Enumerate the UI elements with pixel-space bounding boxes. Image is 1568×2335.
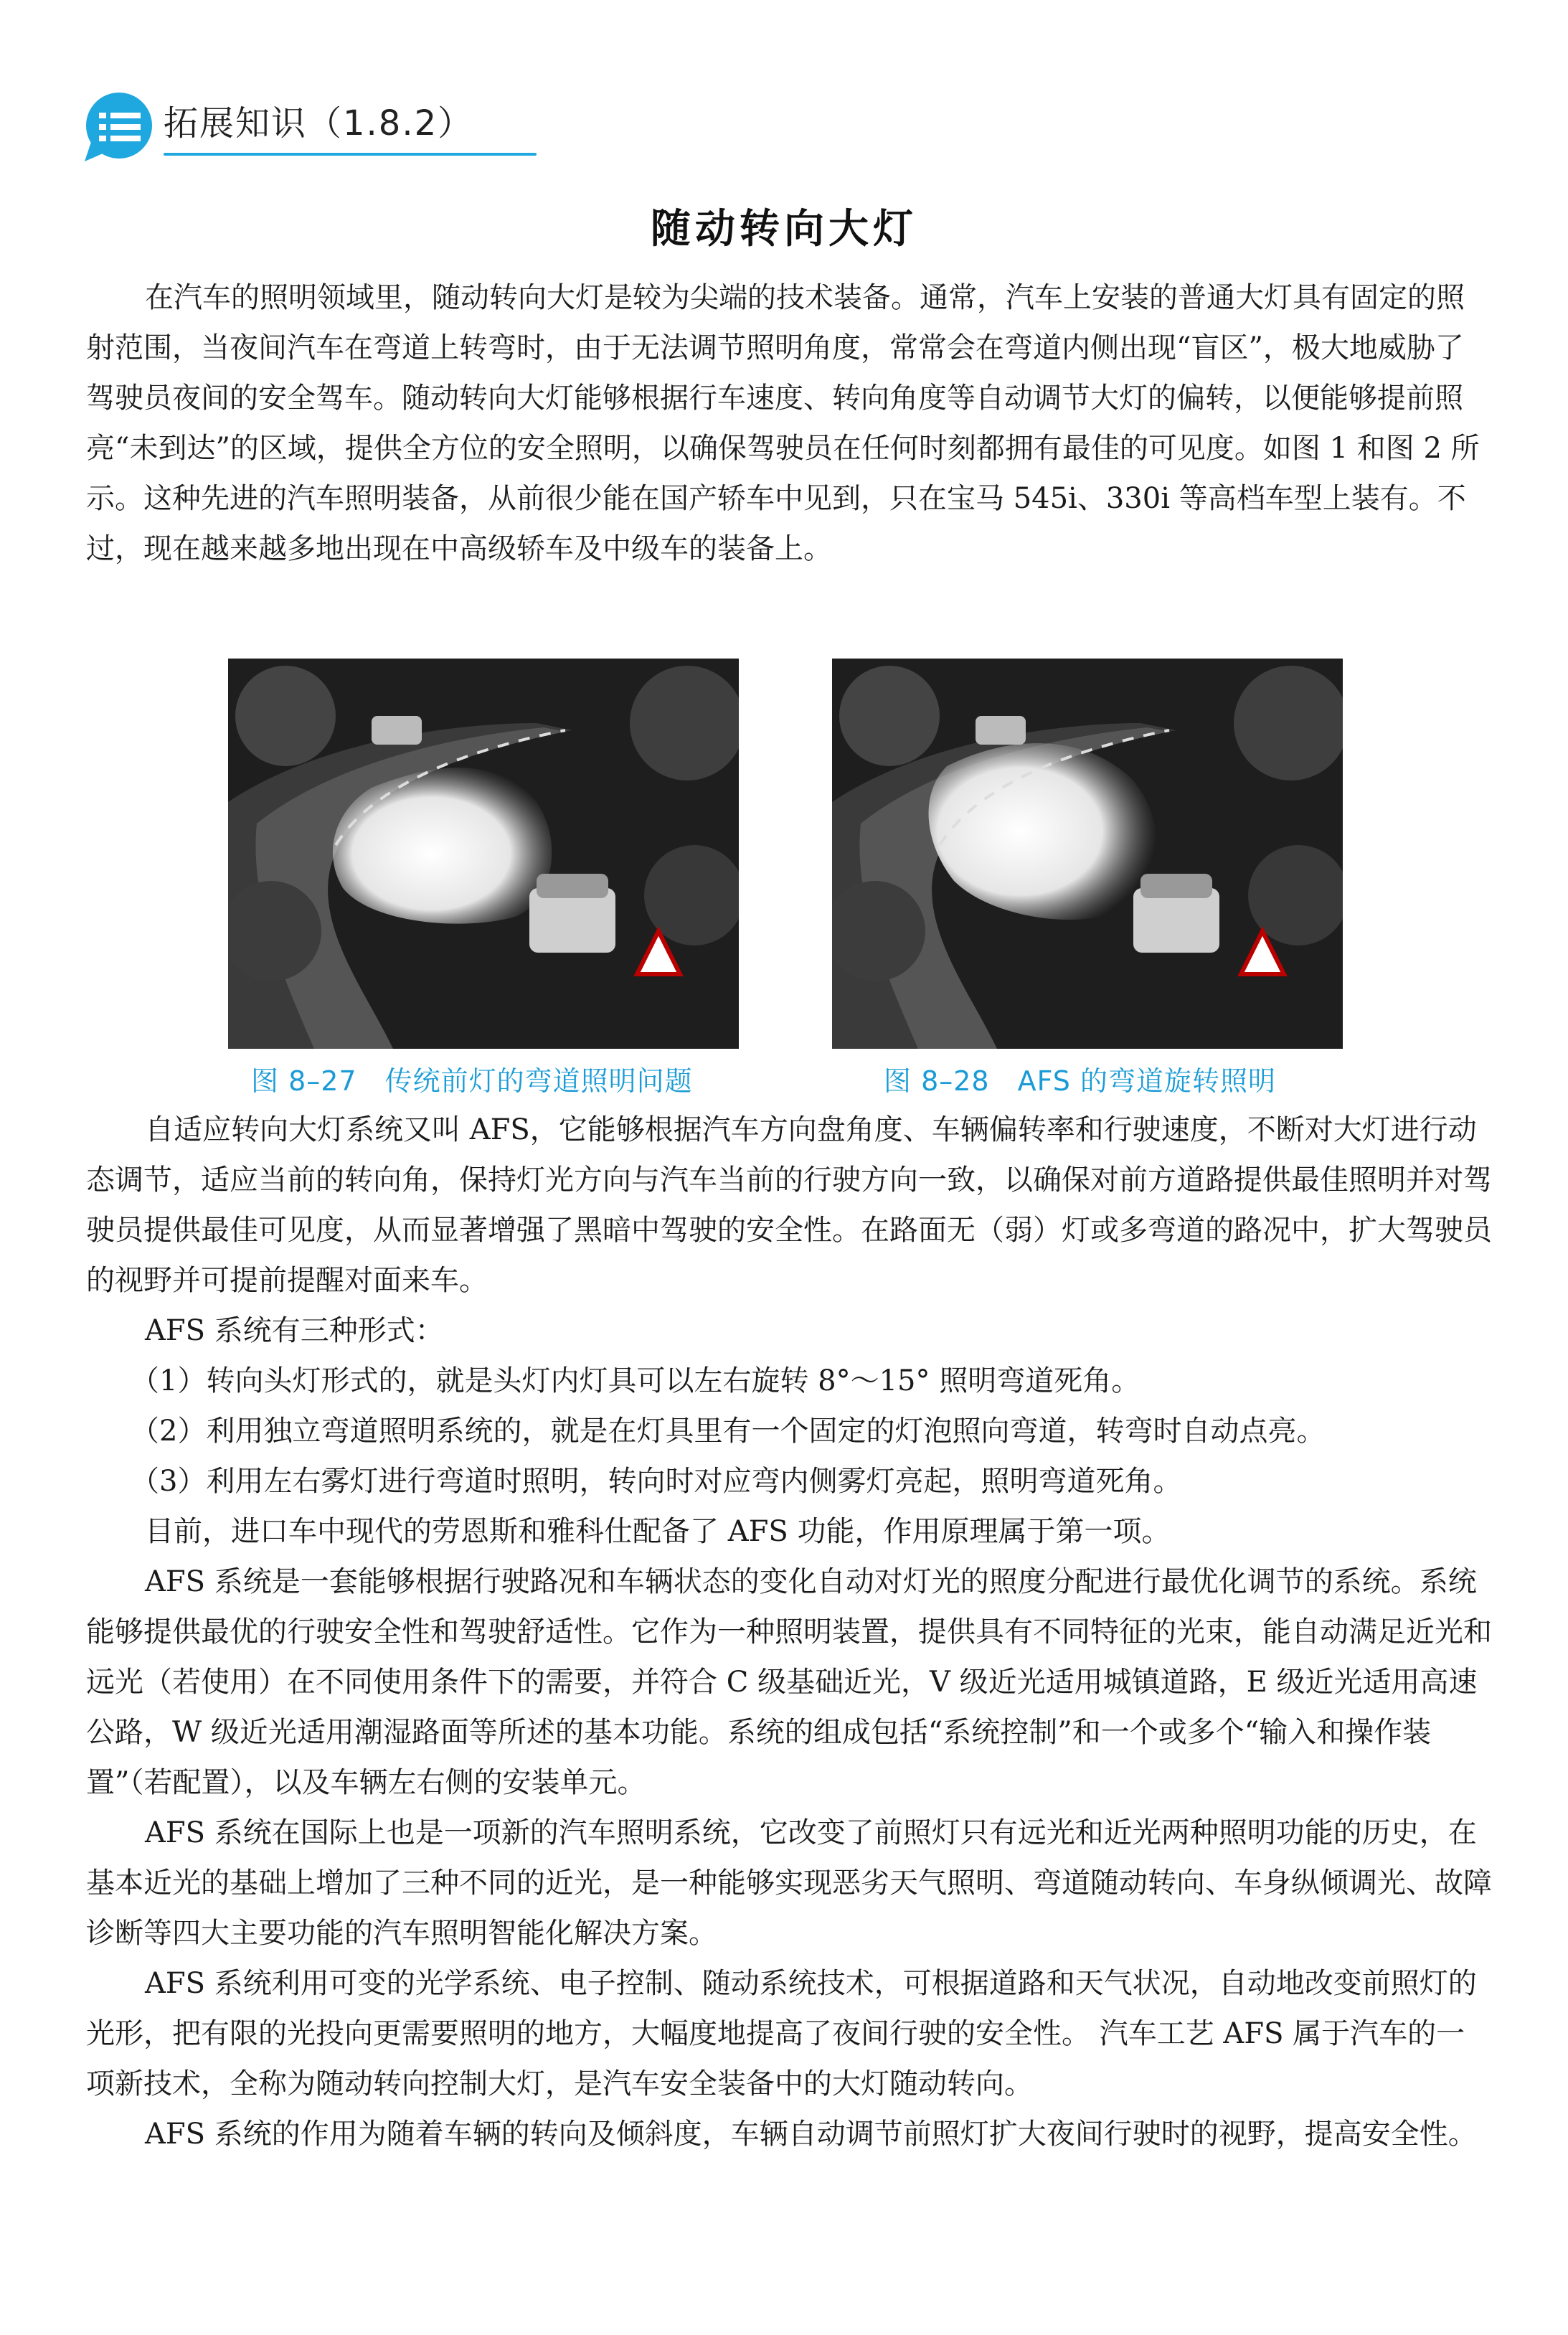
afs-forms-intro: AFS 系统有三种形式： (145, 1314, 444, 1347)
header-underline (164, 153, 537, 156)
figure-afs-headlight (832, 659, 1343, 1049)
afs-definition-paragraph: 自适应转向大灯系统又叫 AFS，它能够根据汽车方向盘角度、车辆偏转率和行驶速度，不断对大灯进行动态调节，适应当前的转向角，保持灯光方向与汽车当前的行驶方向一致，以确保对前方道路提供最佳照明并对驾驶员提供最佳可见度，从而显著增强了黑暗中驾驶的安全性。在路面无（弱）灯或多弯道的路况中，扩大驾驶员的视野并可提前提醒对面来车。 (86, 1113, 1492, 1297)
afs-form-item-1: （1）转向头灯形式的，就是头灯内灯具可以左右旋转 8°～15° 照明弯道死角。 (131, 1364, 1140, 1397)
section-header (72, 75, 502, 161)
afs-international-paragraph: AFS 系统在国际上也是一项新的汽车照明系统，它改变了前照灯只有远光和近光两种照明功能的历史，在基本近光的基础上增加了三种不同的近光，是一种能够实现恶劣天气照明、弯道随动转向、车身纵倾调光、故障诊断等四大主要功能的汽车照明智能化解决方案。 (86, 1816, 1492, 1950)
night-road-illustration-traditional (228, 659, 739, 1049)
night-road-illustration-afs (832, 659, 1343, 1049)
afs-form-item-3: （3）利用左右雾灯进行弯道时照明，转向时对应弯内侧雾灯亮起，照明弯道死角。 (131, 1465, 1182, 1498)
figure-caption-1: 图 8–27 传统前灯的弯道照明问题 (251, 1065, 693, 1097)
figure-caption-2: 图 8–28 AFS 的弯道旋转照明 (884, 1065, 1276, 1097)
afs-technology-paragraph: AFS 系统利用可变的光学系统、电子控制、随动系统技术，可根据道路和天气状况，自动地改变前照灯的光形，把有限的光投向更需要照明的地方，大幅度地提高了夜间行驶的安全性。 汽车工艺 AFS 属于汽车的一项新技术，全称为随动转向控制大灯，是汽车安全装备中的大灯随动转向。 (86, 1967, 1477, 2100)
article-title: 随动转向大灯 (651, 206, 917, 253)
list-speech-bubble-icon (82, 90, 156, 164)
figure-traditional-headlight (228, 659, 739, 1049)
section-header-label: 拓展知识（1.8.2） (164, 103, 474, 143)
afs-function-paragraph: AFS 系统的作用为随着车辆的转向及倾斜度，车辆自动调节前照灯扩大夜间行驶时的视野，提高安全性。 (145, 2118, 1477, 2151)
afs-form-item-2: （2）利用独立弯道照明系统的，就是在灯具里有一个固定的灯泡照向弯道，转弯时自动点亮。 (131, 1415, 1326, 1448)
intro-paragraph: 在汽车的照明领域里，随动转向大灯是较为尖端的技术装备。通常，汽车上安装的普通大灯具有固定的照射范围，当夜间汽车在弯道上转弯时，由于无法调节照明角度，常常会在弯道内侧出现“盲区”，极大地威胁了驾驶员夜间的安全驾车。随动转向大灯能够根据行车速度、转向角度等自动调节大灯的偏转，以便能够提前照亮“未到达”的区域，提供全方位的安全照明，以确保驾驶员在任何时刻都拥有最佳的可见度。如图 1 和图 2 所示。这种先进的汽车照明装备，从前很少能在国产轿车中见到，只在宝马 545i、330i 等高档车型上装有。不过，现在越来越多地出现在中高级轿车及中级车的装备上。 (86, 281, 1480, 565)
afs-current-usage-paragraph: 目前，进口车中现代的劳恩斯和雅科仕配备了 AFS 功能，作用原理属于第一项。 (145, 1515, 1171, 1548)
afs-system-description-paragraph: AFS 系统是一套能够根据行驶路况和车辆状态的变化自动对灯光的照度分配进行最优化调节的系统。系统能够提供最优的行驶安全性和驾驶舒适性。它作为一种照明装置，提供具有不同特征的光束，能自动满足近光和远光（若使用）在不同使用条件下的需要，并符合 C 级基础近光，V 级近光适用城镇道路，E 级近光适用高速公路，W 级近光适用潮湿路面等所述的基本功能。系统的组成包括“系统控制”和一个或多个“输入和操作装置”（若配置），以及车辆左右侧的安装单元。 (86, 1565, 1492, 1799)
